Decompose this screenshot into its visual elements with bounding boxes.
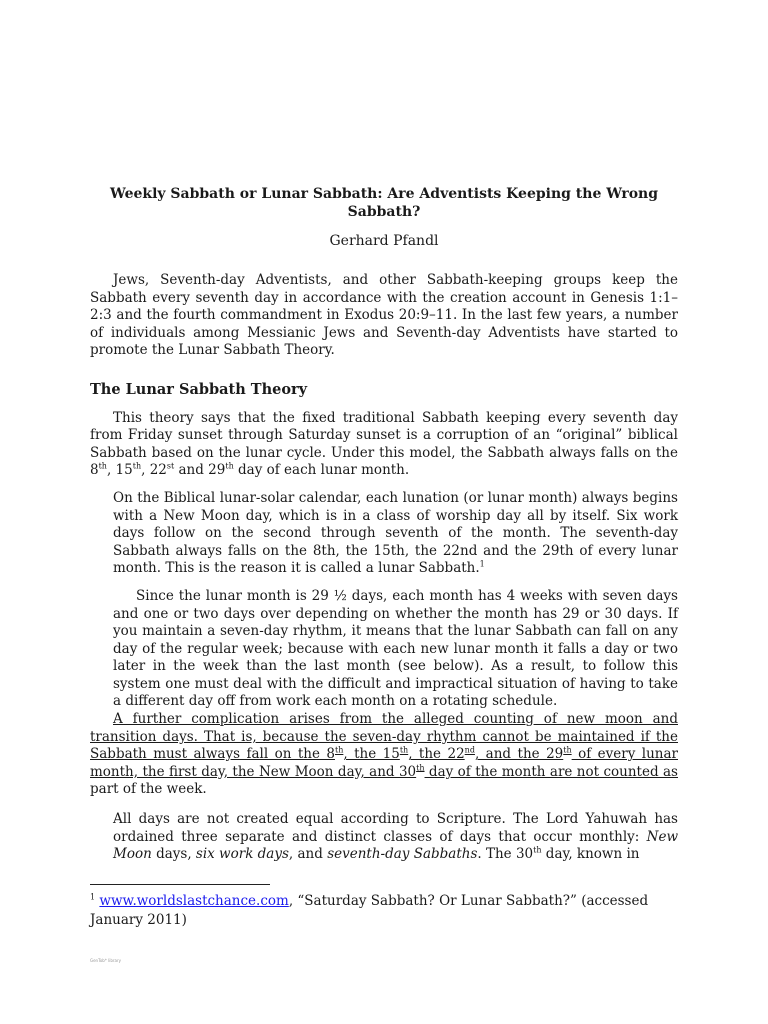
superscript: th	[533, 845, 542, 855]
superscript: th	[399, 745, 409, 755]
underlined-text: of every lunar month, the first day, the New Moon day, and 30	[90, 746, 678, 780]
intro-paragraph: Jews, Seventh-day Adventists, and other Sabbath-keeping groups keep the Sabbath every seventh day in accordance with the creation account in Genesis 1:1–2:3 and the fourth commandment in Exodus 20:9–11. In the last few years, a number of individuals among Messianic Jews and Seventh-day Adventists have started to promote the Lunar Sabbath Theory.	[90, 272, 678, 359]
emphasis-text: six work days	[195, 846, 289, 863]
superscript: th	[334, 745, 344, 755]
superscript: th	[225, 461, 234, 471]
underlined-text: , and the 29	[474, 746, 564, 763]
text-run: . The 30	[477, 846, 534, 863]
paragraph-theory	[90, 410, 678, 480]
document-title: Weekly Sabbath or Lunar Sabbath: Are Adventists Keeping the Wrong Sabbath?	[110, 186, 659, 220]
paragraph-lunar-month	[113, 588, 678, 711]
footnote-link[interactable]: www.worldslastchance.com	[99, 893, 289, 909]
text-run: This theory says that the fixed traditional Sabbath keeping every seventh day from Friday sunset through Saturday sunset is a corruption of an “original” biblical Sabbath based on the lunar cycle. Under this model, the Sabbath always falls on the 8	[90, 409, 678, 479]
text-run: and 29	[174, 462, 226, 479]
footnote	[90, 892, 650, 930]
document-body	[90, 272, 678, 874]
emphasis-text: seventh-day Sabbaths	[327, 846, 478, 863]
text-run: , 15	[106, 462, 133, 479]
paragraph-complication	[90, 711, 678, 799]
text-run: day, known in	[541, 846, 640, 863]
text-run: days,	[151, 846, 196, 863]
section-heading: The Lunar Sabbath Theory	[90, 380, 308, 398]
text-run: , 22	[141, 462, 167, 479]
footnote-divider	[90, 884, 270, 885]
underlined-text: , the 15	[343, 746, 400, 763]
library-watermark: GenTob* library	[90, 958, 121, 963]
text-run: day of each lunar month.	[233, 462, 410, 479]
paragraph-classes-of-days	[113, 811, 678, 864]
underlined-text: , the 22	[408, 746, 465, 763]
superscript: th	[563, 745, 572, 755]
superscript: th	[132, 461, 142, 471]
author-name: Gerhard Pfandl	[329, 233, 439, 249]
footnote-text: , “Saturday Sabbath? Or Lunar Sabbath?” (accessed January 2011)	[90, 893, 649, 928]
text-run: part of the week.	[90, 781, 207, 798]
footnote-reference[interactable]: 1	[479, 559, 485, 569]
text-run: All days are not created equal according to Scripture. The Lord Yahuwah has ordained three separate and distinct classes of days that occur monthly:	[113, 811, 678, 845]
emphasis-text: New Moon	[113, 828, 678, 863]
text-run: , and	[288, 846, 328, 863]
block-quote	[113, 490, 678, 578]
superscript: nd	[464, 745, 475, 755]
superscript: th	[98, 461, 107, 471]
underlined-text: day of the month are not counted as	[424, 763, 678, 780]
footnote-marker: 1	[90, 892, 96, 902]
text-run: Since the lunar month is 29 ½ days, each month has 4 weeks with seven days and one or two days over depending on whether the month has 29 or 30 days. If you maintain a seven-day rhythm, it means that the lunar Sabbath can fall on any day of the regular week; because with each new lunar month it falls a day or two later in the week than the last month (see below). As a result, to follow this system one must deal with the difficult and impractical situation of having to take a different day off from work each month on a rotating schedule.	[113, 587, 678, 710]
underlined-text: A further complication arises from the alleged counting of new moon and transition days. That is, because the seven-day rhythm cannot be maintained if the Sabbath must always fall on the 8	[90, 711, 678, 763]
quote-text: On the Biblical lunar-solar calendar, each lunation (or lunar month) always begins with a New Moon day, which is in a class of worship day all by itself. Six work days follow on the second through seventh of the month. The seventh-day Sabbath always falls on the 8th, the 15th, the 22nd and the 29th of every lunar month. This is the reason it is called a lunar Sabbath.	[113, 489, 678, 577]
superscript: th	[416, 763, 425, 773]
superscript: st	[166, 461, 175, 471]
